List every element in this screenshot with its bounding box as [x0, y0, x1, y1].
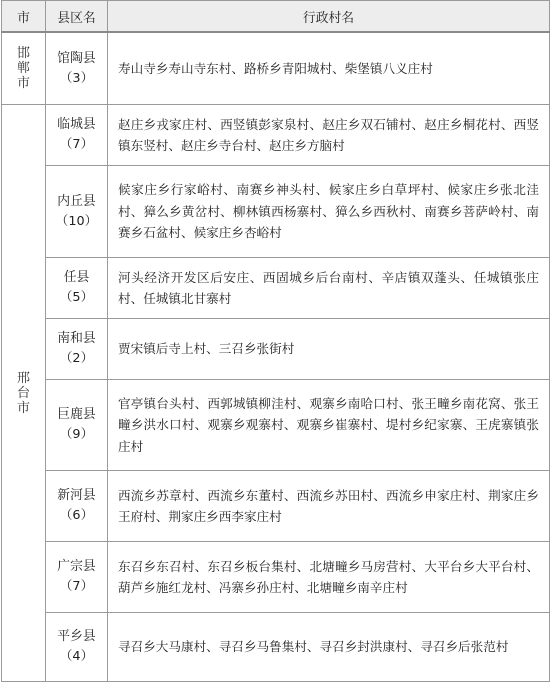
city-name: 邯郸市: [16, 46, 30, 91]
header-county: 县区名: [46, 1, 108, 33]
village-names: 西流乡苏章村、西流乡东董村、西流乡苏田村、西流乡申家庄村、荆家庄乡王府村、荆家庄乡西李家庄村: [108, 471, 550, 542]
county-cell: [46, 105, 108, 166]
village-names: 寻召乡大马康村、寻召乡马鲁集村、寻召乡封洪康村、寻召乡后张范村: [108, 613, 550, 682]
table-row: [2, 613, 550, 682]
village-count: （2）: [59, 351, 94, 366]
header-city: 市: [2, 1, 46, 33]
table-row: [2, 105, 550, 166]
county-cell: [46, 166, 108, 258]
table-header-row: [2, 1, 550, 33]
village-names: 候家庄乡行家峪村、南赛乡神头村、候家庄乡白草坪村、候家庄乡张北洼村、獐么乡黄岔村、柳林镇西杨寨村、獐么乡西秋村、南赛乡菩萨岭村、南赛乡石盆村、候家庄乡杏峪村: [108, 166, 550, 258]
village-names: 赵庄乡戎家庄村、西竖镇彭家泉村、赵庄乡双石铺村、赵庄乡桐花村、西竖镇东竖村、赵庄乡寺台村、赵庄乡方脑村: [108, 105, 550, 166]
county-cell: [46, 613, 108, 682]
table-row: [2, 166, 550, 258]
county-cell: [46, 542, 108, 613]
table-row: [2, 471, 550, 542]
village-count: （5）: [59, 290, 94, 305]
village-count: （7）: [59, 579, 94, 594]
village-names: 河头经济开发区后安庄、西固城乡后台南村、辛店镇双蓬头、任城镇张庄村、任城镇北甘寨村: [108, 258, 550, 319]
village-names: 贾宋镇后寺上村、三召乡张街村: [108, 319, 550, 380]
village-names: 寿山寺乡寿山寺东村、路桥乡青阳城村、柴堡镇八义庄村: [108, 32, 550, 105]
county-name: 巨鹿县: [57, 407, 96, 422]
county-cell: [46, 380, 108, 471]
village-count: （4）: [59, 649, 94, 664]
village-count: （3）: [59, 70, 94, 86]
county-cell: [46, 319, 108, 380]
village-names: 东召乡东召村、东召乡板台集村、北塘疃乡马房营村、大平台乡大平台村、葫芦乡施红龙村、冯寨乡孙庄村、北塘疃乡南辛庄村: [108, 542, 550, 613]
city-name: 邢台市: [16, 370, 30, 416]
city-cell: [2, 105, 46, 682]
header-villages: 行政村名: [108, 1, 550, 33]
table-row: [2, 542, 550, 613]
table-row: [2, 32, 550, 105]
village-names: 官亭镇台头村、西郭城镇柳洼村、观寨乡南哈口村、张王疃乡南花窝、张王疃乡洪水口村、观寨乡观寨村、观寨乡崔寨村、堤村乡纪家寨、王虎寨镇张庄村: [108, 380, 550, 471]
village-table: [1, 0, 550, 682]
table-row: [2, 319, 550, 380]
village-count: （9）: [59, 427, 94, 442]
county-cell: [46, 471, 108, 542]
county-name: 新河县: [57, 488, 96, 503]
county-name: 任县: [63, 270, 90, 285]
table-row: [2, 380, 550, 471]
county-name: 南和县: [57, 331, 96, 346]
county-name: 内丘县: [57, 193, 96, 209]
city-cell: [2, 32, 46, 105]
table-row: [2, 258, 550, 319]
county-name: 广宗县: [57, 559, 96, 574]
county-name: 临城县: [57, 117, 96, 132]
county-cell: [46, 32, 108, 105]
village-count: （10）: [55, 213, 98, 229]
village-count: （6）: [59, 508, 94, 523]
county-name: 馆陶县: [57, 50, 96, 66]
county-name: 平乡县: [57, 629, 96, 644]
village-count: （7）: [59, 137, 94, 152]
village-list-document: [1, 0, 549, 682]
county-cell: [46, 258, 108, 319]
